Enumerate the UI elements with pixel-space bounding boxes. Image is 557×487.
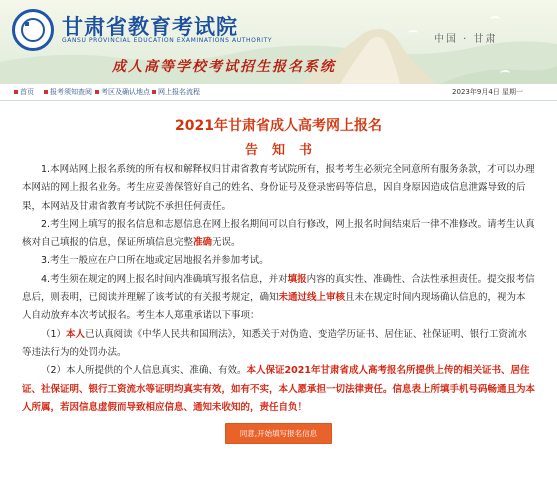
region-label: 中国 · 甘肃 [434, 34, 498, 45]
notice-paragraph-2: 2.考生网上填写的报名信息和志愿信息在网上报名期间可以自行修改，网上报名时间结束后一律不准修改。请考生认真核对自己填报的信息，保证所填信息完整准确无误。 [22, 218, 535, 249]
notice-title: 2021年甘肃省成人高考网上报名 [175, 118, 382, 134]
site-name: 甘肃省教育考试院 [62, 15, 238, 39]
notice-paragraph-6: （2）本人所提供的个人信息真实、准确、有效。本人保证2021年甘肃省成人高考报名所提供上传的相关证书、居住证、社保证明、银行工资流水等证明均真实有效，如有不实，本人愿承担一切法律责任。信息表上所填手机号码畅通且为本人所属，若因信息虚假而导致相应信息、通知未收知的，责任自负！ [22, 365, 536, 413]
bird-decoration [490, 16, 500, 22]
notice-content [0, 115, 557, 444]
bullet-icon [95, 90, 99, 94]
notice-paragraph-4: 4.考生须在规定的网上报名时间内准确填写报名信息，并对填报内容的真实性、准确性、合法性承担责任。提交报考信息后，则表明，已阅读并理解了该考试的有关报考规定，确知未通过线上审核且未在规定时间内现场确认信息的，视为本人自动放弃本次考试报名。考生本人郑重承诺以下事项： [22, 273, 535, 322]
action-area [22, 421, 535, 444]
current-date: 2023年9月4日 星期一 [452, 88, 523, 96]
agree-start-button[interactable]: 同意,开始填写报名信息 [225, 423, 332, 444]
bullet-icon [14, 90, 18, 94]
notice-paragraph-3: 3.考生一般应在户口所在地或定居地报名并参加考试。 [41, 255, 269, 267]
education-authority-logo [12, 9, 54, 51]
nav-exam-areas[interactable]: 考区及确认地点 [95, 87, 150, 97]
nav-registration-process[interactable]: 网上报名流程 [152, 87, 200, 97]
notice-paragraph-1: 1.本网站网上报名系统的所有权和解释权归甘肃省教育考试院所有，报考考生必须完全同意所有服务条款，才可以办理本网站的网上报名业务。考生应妥善保管好自己的姓名、身份证号及登录密码等信息，因自身原因造成信息泄露导致的后果，本网站及甘肃省教育考试院不承担任何责任。 [22, 164, 535, 212]
bullet-icon [44, 90, 48, 94]
site-name-english: GANSU PROVINCIAL EDUCATION EXAMINATIONS AUTHORITY [62, 37, 273, 44]
bird-decoration [500, 70, 510, 76]
nav-home[interactable]: 首页 [14, 87, 34, 97]
header-banner [0, 0, 557, 84]
top-nav [0, 84, 557, 101]
notice-subtitle: 告知书 [244, 143, 326, 158]
bullet-icon [152, 90, 156, 94]
nav-exam-notice[interactable]: 报考须知查阅 [44, 87, 92, 97]
notice-paragraph-5: （1）本人已认真阅读《中华人民共和国刑法》，知悉关于对伪造、变造学历证书、居住证、社保证明、银行工资流水等违法行为的处罚办法。 [22, 328, 527, 358]
bird-decoration [408, 30, 418, 36]
system-title: 成人高等学校考试招生报名系统 [112, 59, 336, 75]
